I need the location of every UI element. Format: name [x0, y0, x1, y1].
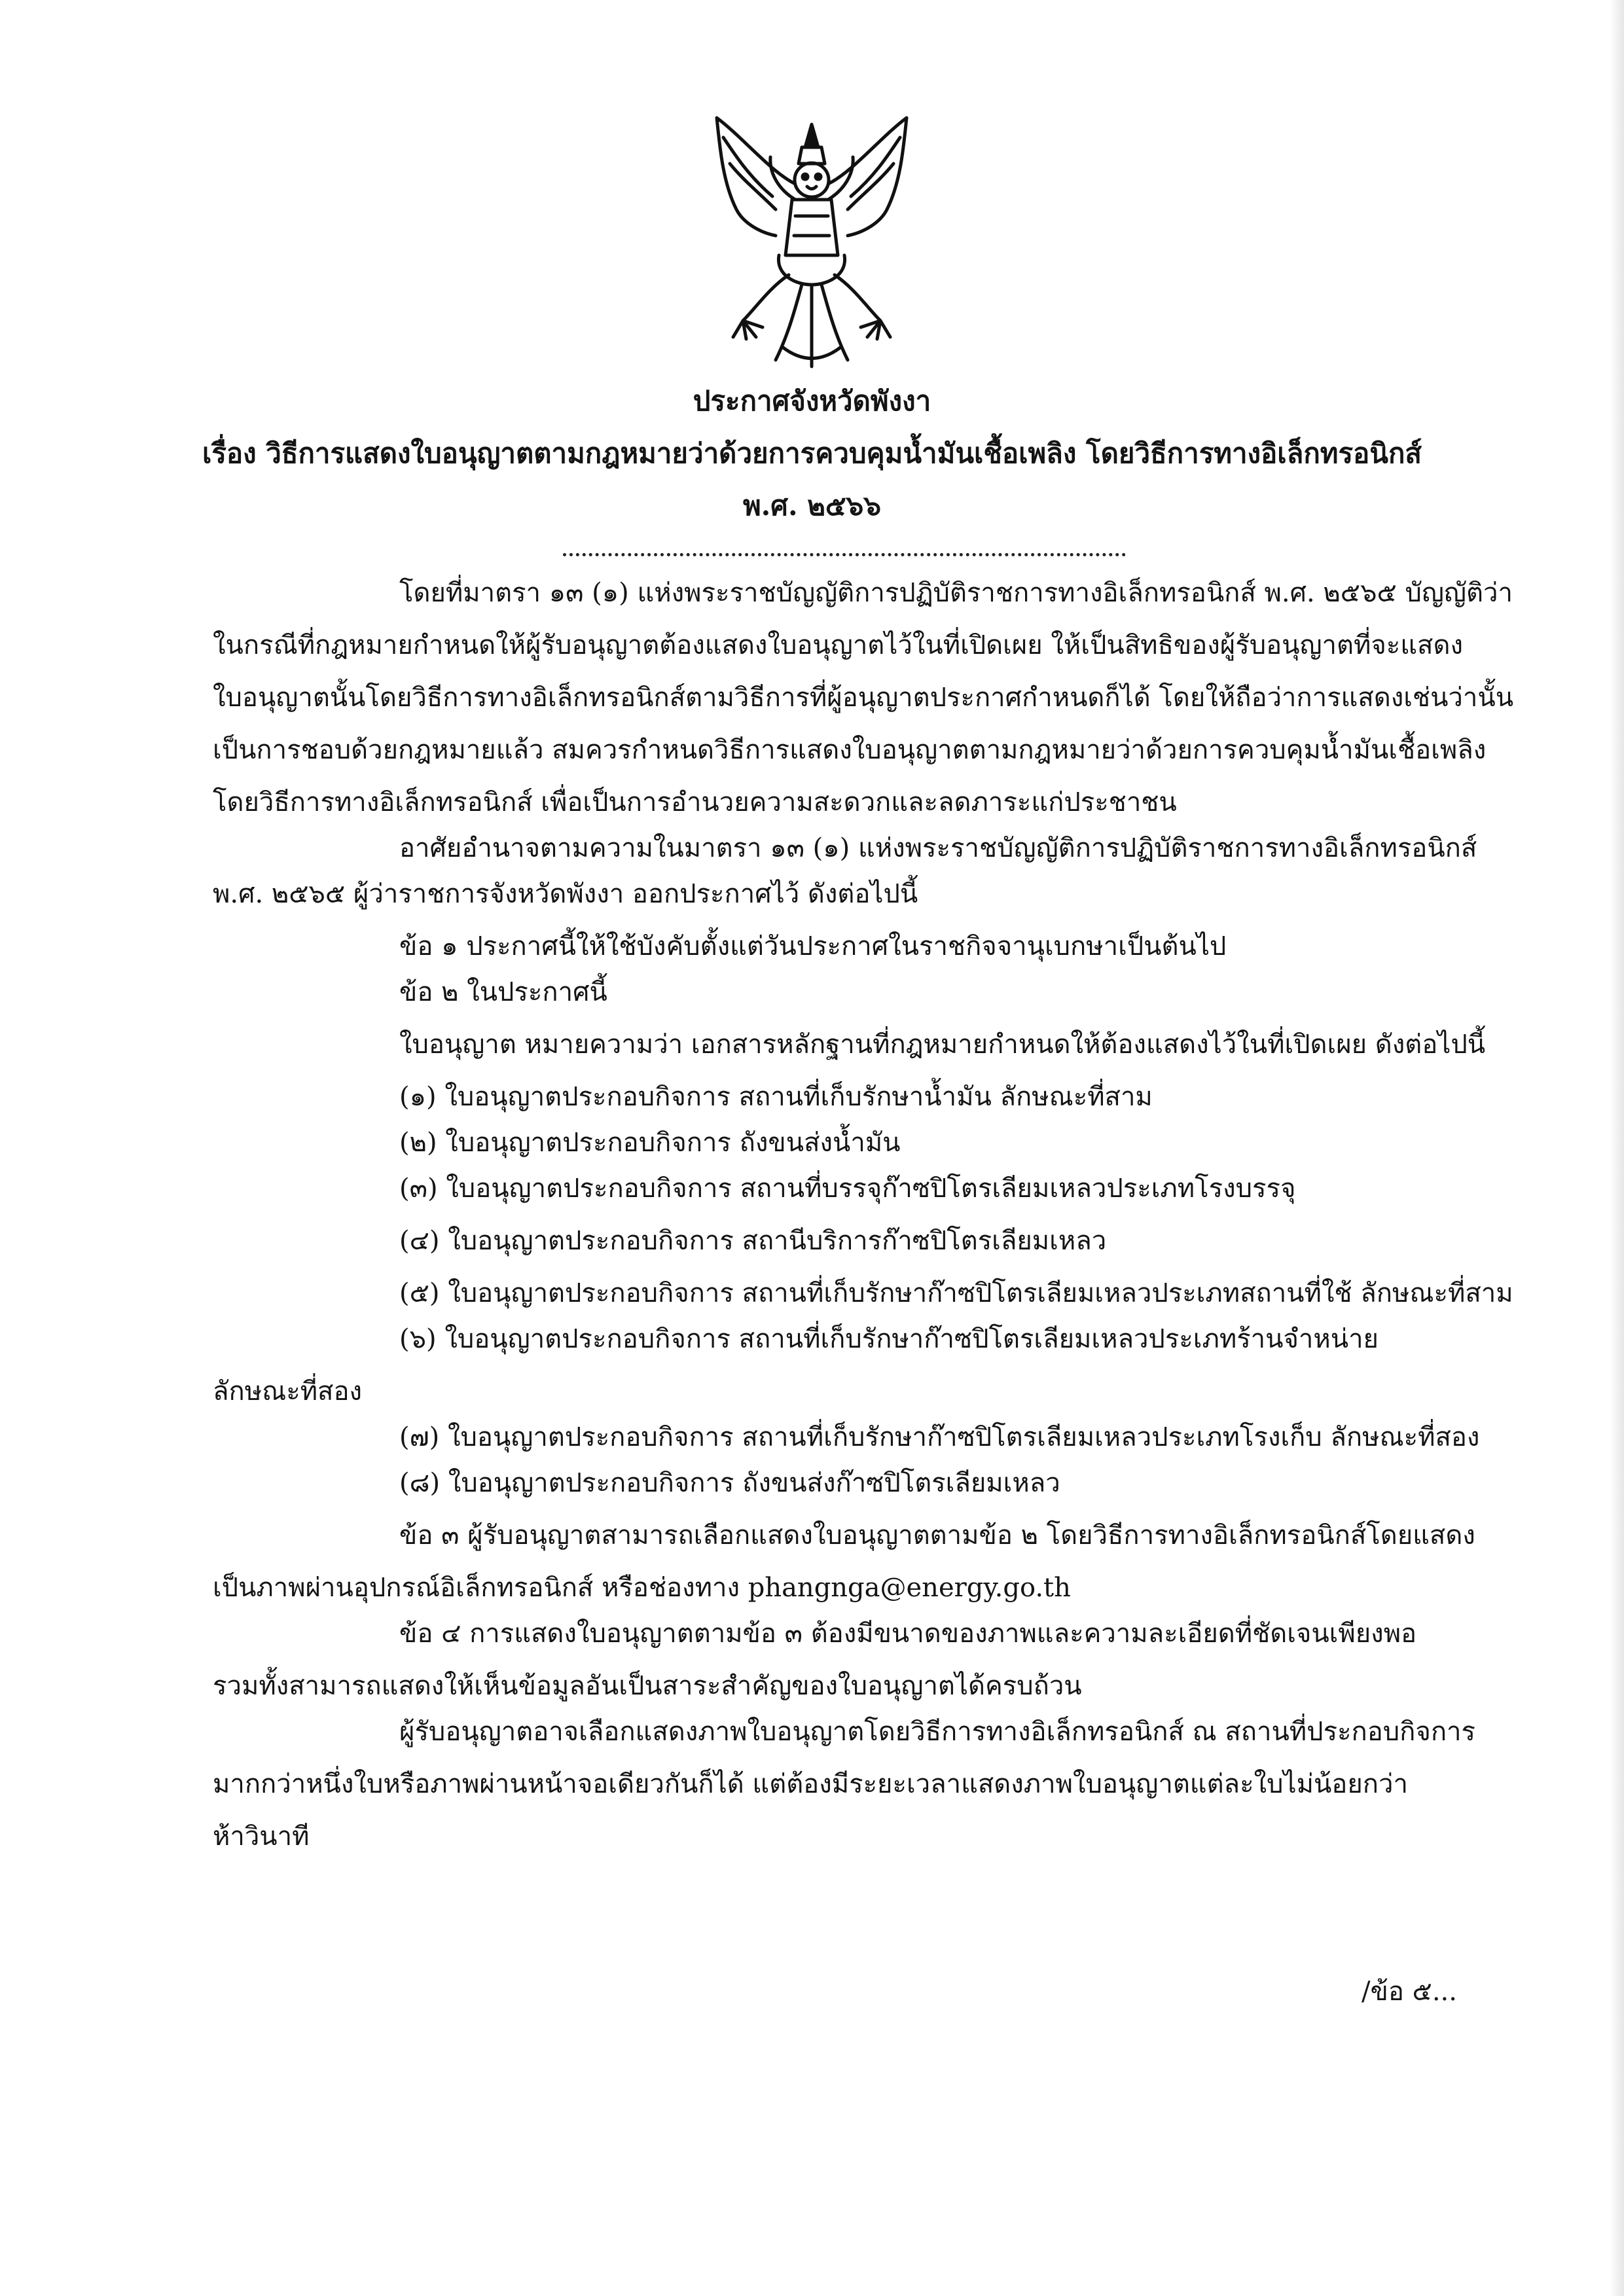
body-line: ในกรณีที่กฎหมายกำหนดให้ผู้รับอนุญาตต้องแสดงใบอนุญาตไว้ในที่เปิดเผย ให้เป็นสิทธิของผู้รับอนุญาตที่จะแสดง: [213, 630, 1463, 660]
list-item: (๒) ใบอนุญาตประกอบกิจการ ถังขนส่งน้ำมัน: [399, 1128, 901, 1158]
body-line: ข้อ ๓ ผู้รับอนุญาตสามารถเลือกแสดงใบอนุญาตตามข้อ ๒ โดยวิธีการทางอิเล็กทรอนิกส์โดยแสดง: [399, 1520, 1475, 1551]
body-line: ข้อ ๔ การแสดงใบอนุญาตตามข้อ ๓ ต้องมีขนาดของภาพและความละเอียดที่ชัดเจนเพียงพอ: [399, 1619, 1417, 1649]
list-item: (๗) ใบอนุญาตประกอบกิจการ สถานที่เก็บรักษาก๊าซปิโตรเลียมเหลวประเภทโรงเก็บ ลักษณะที่สอง: [399, 1422, 1480, 1452]
announcement-year: พ.ศ. ๒๕๖๖: [742, 490, 881, 522]
body-line: ห้าวินาที: [213, 1821, 310, 1852]
list-item: (๖) ใบอนุญาตประกอบกิจการ สถานที่เก็บรักษาก๊าซปิโตรเลียมเหลวประเภทร้านจำหน่าย: [399, 1324, 1379, 1354]
body-line: มากกว่าหนึ่งใบหรือภาพผ่านหน้าจอเดียวกันก็ได้ แต่ต้องมีระยะเวลาแสดงภาพใบอนุญาตแต่ละใบไม่น้อยกว่า: [213, 1769, 1408, 1799]
dotted-separator: [563, 553, 1126, 556]
list-item: (๕) ใบอนุญาตประกอบกิจการ สถานที่เก็บรักษาก๊าซปิโตรเลียมเหลวประเภทสถานที่ใช้ ลักษณะที่สาม: [399, 1278, 1513, 1308]
list-item-continuation: ลักษณะที่สอง: [213, 1376, 363, 1407]
body-line: เป็นภาพผ่านอุปกรณ์อิเล็กทรอนิกส์ หรือช่องทาง phangnga@energy.go.th: [213, 1573, 1071, 1603]
list-item: (๔) ใบอนุญาตประกอบกิจการ สถานีบริการก๊าซปิโตรเลียมเหลว: [399, 1226, 1107, 1256]
body-line: ใบอนุญาต หมายความว่า เอกสารหลักฐานที่กฎหมายกำหนดให้ต้องแสดงไว้ในที่เปิดเผย ดังต่อไปนี้: [399, 1030, 1486, 1060]
body-line: ข้อ ๒ ในประกาศนี้: [399, 977, 607, 1007]
announcement-title: ประกาศจังหวัดพังงา: [693, 385, 931, 417]
body-line: อาศัยอำนาจตามความในมาตรา ๑๓ (๑) แห่งพระราชบัญญัติการปฏิบัติราชการทางอิเล็กทรอนิกส์: [399, 833, 1477, 863]
next-page-reference: /ข้อ ๕...: [1362, 1977, 1457, 2007]
list-item: (๑) ใบอนุญาตประกอบกิจการ สถานที่เก็บรักษาน้ำมัน ลักษณะที่สาม: [399, 1082, 1153, 1112]
garuda-emblem-icon: [697, 111, 926, 373]
body-line: รวมทั้งสามารถแสดงให้เห็นข้อมูลอันเป็นสาระสำคัญของใบอนุญาตได้ครบถ้วน: [213, 1671, 1082, 1701]
body-line: เป็นการชอบด้วยกฎหมายแล้ว สมควรกำหนดวิธีการแสดงใบอนุญาตตามกฎหมายว่าด้วยการควบคุมน้ำมันเชื้อเพลิง: [213, 735, 1487, 765]
list-item: (๘) ใบอนุญาตประกอบกิจการ ถังขนส่งก๊าซปิโตรเลียมเหลว: [399, 1468, 1060, 1498]
body-line: โดยวิธีการทางอิเล็กทรอนิกส์ เพื่อเป็นการอำนวยความสะดวกและลดภาระแก่ประชาชน: [213, 787, 1177, 817]
body-line: โดยที่มาตรา ๑๓ (๑) แห่งพระราชบัญญัติการปฏิบัติราชการทางอิเล็กทรอนิกส์ พ.ศ. ๒๕๖๕ บัญญัติว่า: [399, 578, 1513, 608]
list-item: (๓) ใบอนุญาตประกอบกิจการ สถานที่บรรจุก๊าซปิโตรเลียมเหลวประเภทโรงบรรจุ: [399, 1174, 1296, 1204]
announcement-subject: เรื่อง วิธีการแสดงใบอนุญาตตามกฎหมายว่าด้วยการควบคุมน้ำมันเชื้อเพลิง โดยวิธีการทางอิเล็กทรอนิกส์: [202, 437, 1422, 469]
body-line: ผู้รับอนุญาตอาจเลือกแสดงภาพใบอนุญาตโดยวิธีการทางอิเล็กทรอนิกส์ ณ สถานที่ประกอบกิจการ: [399, 1717, 1475, 1747]
scan-edge: [1610, 0, 1624, 2296]
body-line: ข้อ ๑ ประกาศนี้ให้ใช้บังคับตั้งแต่วันประกาศในราชกิจจานุเบกษาเป็นต้นไป: [399, 931, 1227, 961]
body-line: ใบอนุญาตนั้นโดยวิธีการทางอิเล็กทรอนิกส์ตามวิธีการที่ผู้อนุญาตประกาศกำหนดก็ได้ โดยให้ถือว่าการแสดงเช่นว่านั้น: [213, 683, 1514, 713]
body-line: พ.ศ. ๒๕๖๕ ผู้ว่าราชการจังหวัดพังงา ออกประกาศไว้ ดังต่อไปนี้: [213, 879, 918, 909]
